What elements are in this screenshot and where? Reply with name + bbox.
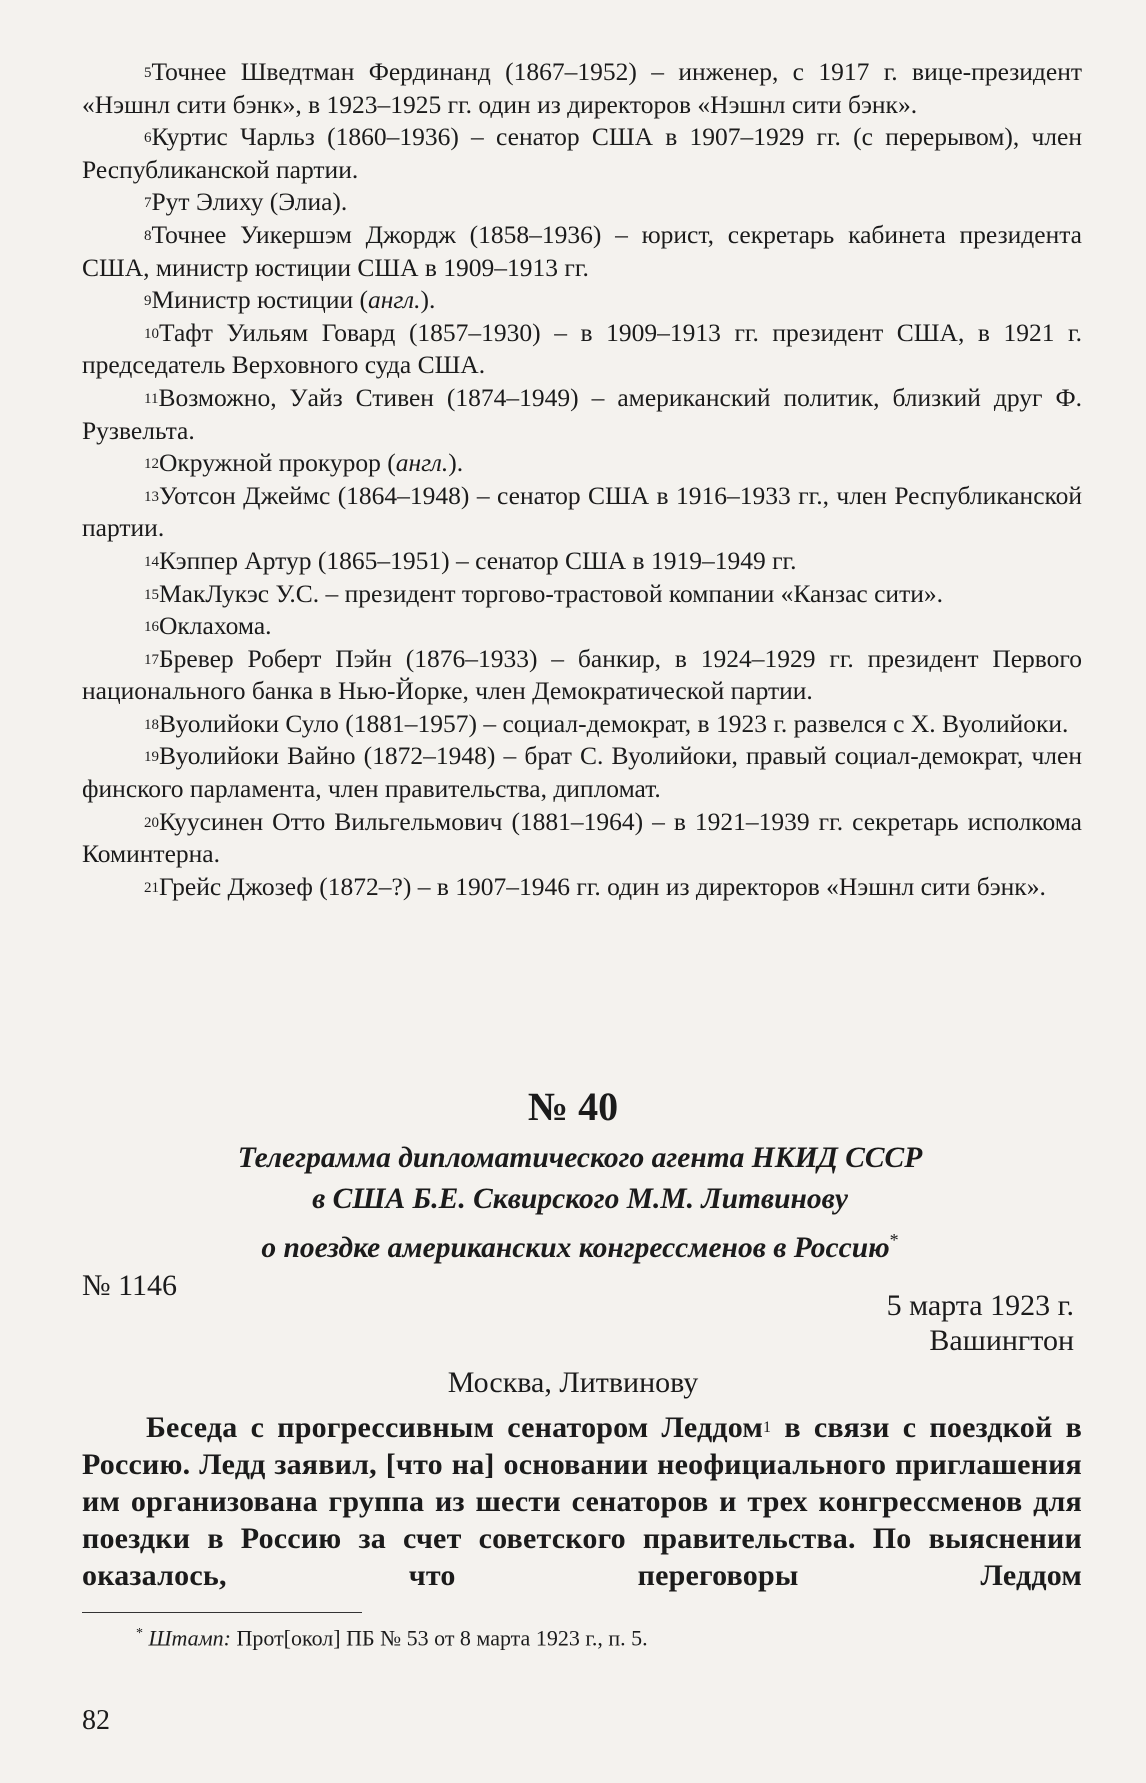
title-line-1: Телеграмма дипломатического агента НКИД СССР	[237, 1142, 923, 1174]
footnote-18: $^{18}$Вуолийоки Суло (1881–1957) – социал-демократ, в 1923 г. развелся с Х. Вуолийоки.	[144, 708, 1069, 738]
footnote-10: $^{10}$Тафт Уильям Говард (1857–1930) – в 1909–1913 гг. президент США, в 1921 г. председатель Верховного суда США.	[82, 317, 1082, 380]
title-line-2: в США Б.Е. Сквирского М.М. Литвинову	[312, 1183, 848, 1215]
document-date: 5 марта 1923 г.	[886, 1289, 1074, 1322]
date-place	[887, 1288, 1074, 1358]
footnote-13: $^{13}$Уотсон Джеймс (1864–1948) – сенатор США в 1916–1933 гг., член Республиканской партии.	[82, 480, 1082, 543]
footnote-11: $^{11}$Возможно, Уайз Стивен (1874–1949) – американский политик, близкий друг Ф. Рузвельта.	[82, 382, 1082, 445]
footnote-divider	[82, 1612, 362, 1613]
footnote-8: $^8$Точнее Уикершэм Джордж (1858–1936) – юрист, секретарь кабинета президента США, министр юстиции США в 1909–1913 гг.	[82, 219, 1082, 282]
footnote-14: $^{14}$Кэппер Артур (1865–1951) – сенатор США в 1919–1949 гг.	[144, 545, 797, 575]
footnote-6: $^6$Куртис Чарльз (1860–1936) – сенатор США в 1907–1929 гг. (с перерывом), член Республиканской партии.	[82, 122, 1082, 184]
footnote-9: $^9$Министр юстиции (англ.).	[144, 285, 436, 315]
footnote-15: $^{15}$МакЛукэс У.С. – президент торгово-трастовой компании «Канзас сити».	[144, 578, 943, 608]
footnote-16: $^{16}$Оклахома.	[144, 611, 272, 641]
footnote-21: $^{21}$Грейс Джозеф (1872–?) – в 1907–1946 гг. один из директоров «Нэшнл сити бэнк».	[144, 871, 1046, 901]
registration-number: № 1146	[82, 1269, 178, 1302]
footnote-20: $^{20}$Куусинен Отто Вильгельмович (1881–1964) – в 1921–1939 гг. секретарь исполкома Коминтерна.	[82, 806, 1082, 869]
star-footnote: * Штамп: Прот[окол] ПБ № 53 от 8 марта 1923 г., п. 5.	[136, 1625, 648, 1651]
addressee: Москва, Литвинову	[447, 1366, 699, 1399]
document-title	[140, 1138, 1020, 1269]
telegram-body: Беседа с прогрессивным сенатором Леддом$^1$ в связи с поездкой в Россию. Ледд заявил, [что на] основании неофициального приглашения им организована группа из шести сенаторов и трех конгрессменов для поездки в Россию за счет советского правительства. По выяснении оказалось, что переговоры Леддом	[82, 1411, 1082, 1592]
footnote-12: $^{12}$Окружной прокурор (англ.).	[144, 448, 464, 478]
footnote-7: $^7$Рут Элиху (Элиа).	[144, 187, 348, 217]
footnote-17: $^{17}$Бревер Роберт Пэйн (1876–1933) – банкир, в 1924–1929 гг. президент Первого национального банка в Нью-Йорке, член Демократической партии.	[82, 643, 1082, 706]
title-line-3: о поездке американских конгрессменов в Россию*	[261, 1230, 899, 1264]
footnote-5: $^5$Точнее Шведтман Фердинанд (1867–1952) – инженер, с 1917 г. вице-президент «Нэшнл сити бэнк», в 1923–1925 гг. один из директоров «Нэшнл сити бэнк».	[82, 57, 1082, 119]
footnotes-block	[82, 56, 1082, 903]
document-number: № 40	[527, 1084, 619, 1129]
document-place: Вашингтон	[929, 1324, 1074, 1357]
footnote-19: $^{19}$Вуолийоки Вайно (1872–1948) – брат С. Вуолийоки, правый социал-демократ, член финского парламента, член правительства, дипломат.	[82, 741, 1082, 804]
page-number: 82	[82, 1705, 110, 1736]
